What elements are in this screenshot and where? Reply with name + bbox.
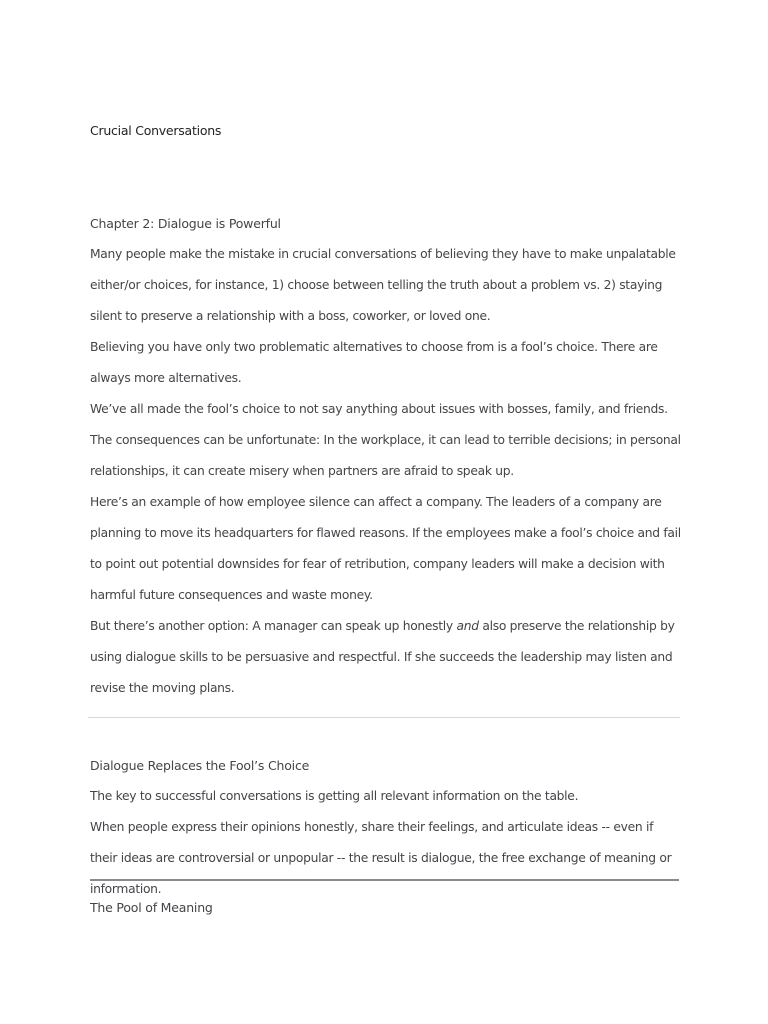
paragraph: We’ve all made the fool’s choice to not say anything about issues with bosses, family, and friends. The consequences can be unfortunate: In the workplace, it can lead to terrible decisions; in personal relationships, it can create misery when partners are afraid to speak up.: [90, 402, 681, 478]
section-heading: Chapter 2: Dialogue is Powerful: [90, 216, 281, 231]
paragraph: The key to successful conversations is getting all relevant information on the table.: [90, 789, 579, 803]
paragraph: Here’s an example of how employee silence can affect a company. The leaders of a company are planning to move its headquarters for flawed reasons. If the employees make a fool’s choice and fail to point out potential downsides for fear of retribution, company leaders will make a decision with harmful future consequences and waste money.: [90, 495, 681, 602]
document-title: Crucial Conversations: [90, 123, 222, 138]
paragraph: Many people make the mistake in crucial conversations of believing they have to make unpalatable either/or choices, for instance, 1) choose between telling the truth about a problem vs. 2) staying silent to preserve a relationship with a boss, coworker, or loved one.: [90, 247, 676, 323]
section-divider: [90, 879, 679, 881]
emphasis-text: and: [456, 619, 479, 633]
section-divider: [88, 717, 680, 718]
section-heading: Dialogue Replaces the Fool’s Choice: [90, 758, 310, 773]
paragraph: When people express their opinions honestly, share their feelings, and articulate ideas -- even if their ideas are controversial or unpopular -- the result is dialogue, the free exchange of meaning or information.: [90, 820, 672, 896]
paragraph-text: also preserve the relationship by using dialogue skills to be persuasive and respectful. If she succeeds the leadership may listen and revise the moving plans.: [90, 619, 675, 695]
section-pool-of-meaning: [90, 892, 682, 923]
section-dialogue-is-powerful: [90, 208, 682, 704]
paragraph: Believing you have only two problematic alternatives to choose from is a fool’s choice. There are always more alternatives.: [90, 340, 658, 385]
section-fools-choice: [90, 750, 682, 905]
paragraph: [90, 611, 682, 704]
section-heading: The Pool of Meaning: [90, 900, 213, 915]
paragraph-text: But there’s another option: A manager can speak up honestly: [90, 619, 457, 633]
